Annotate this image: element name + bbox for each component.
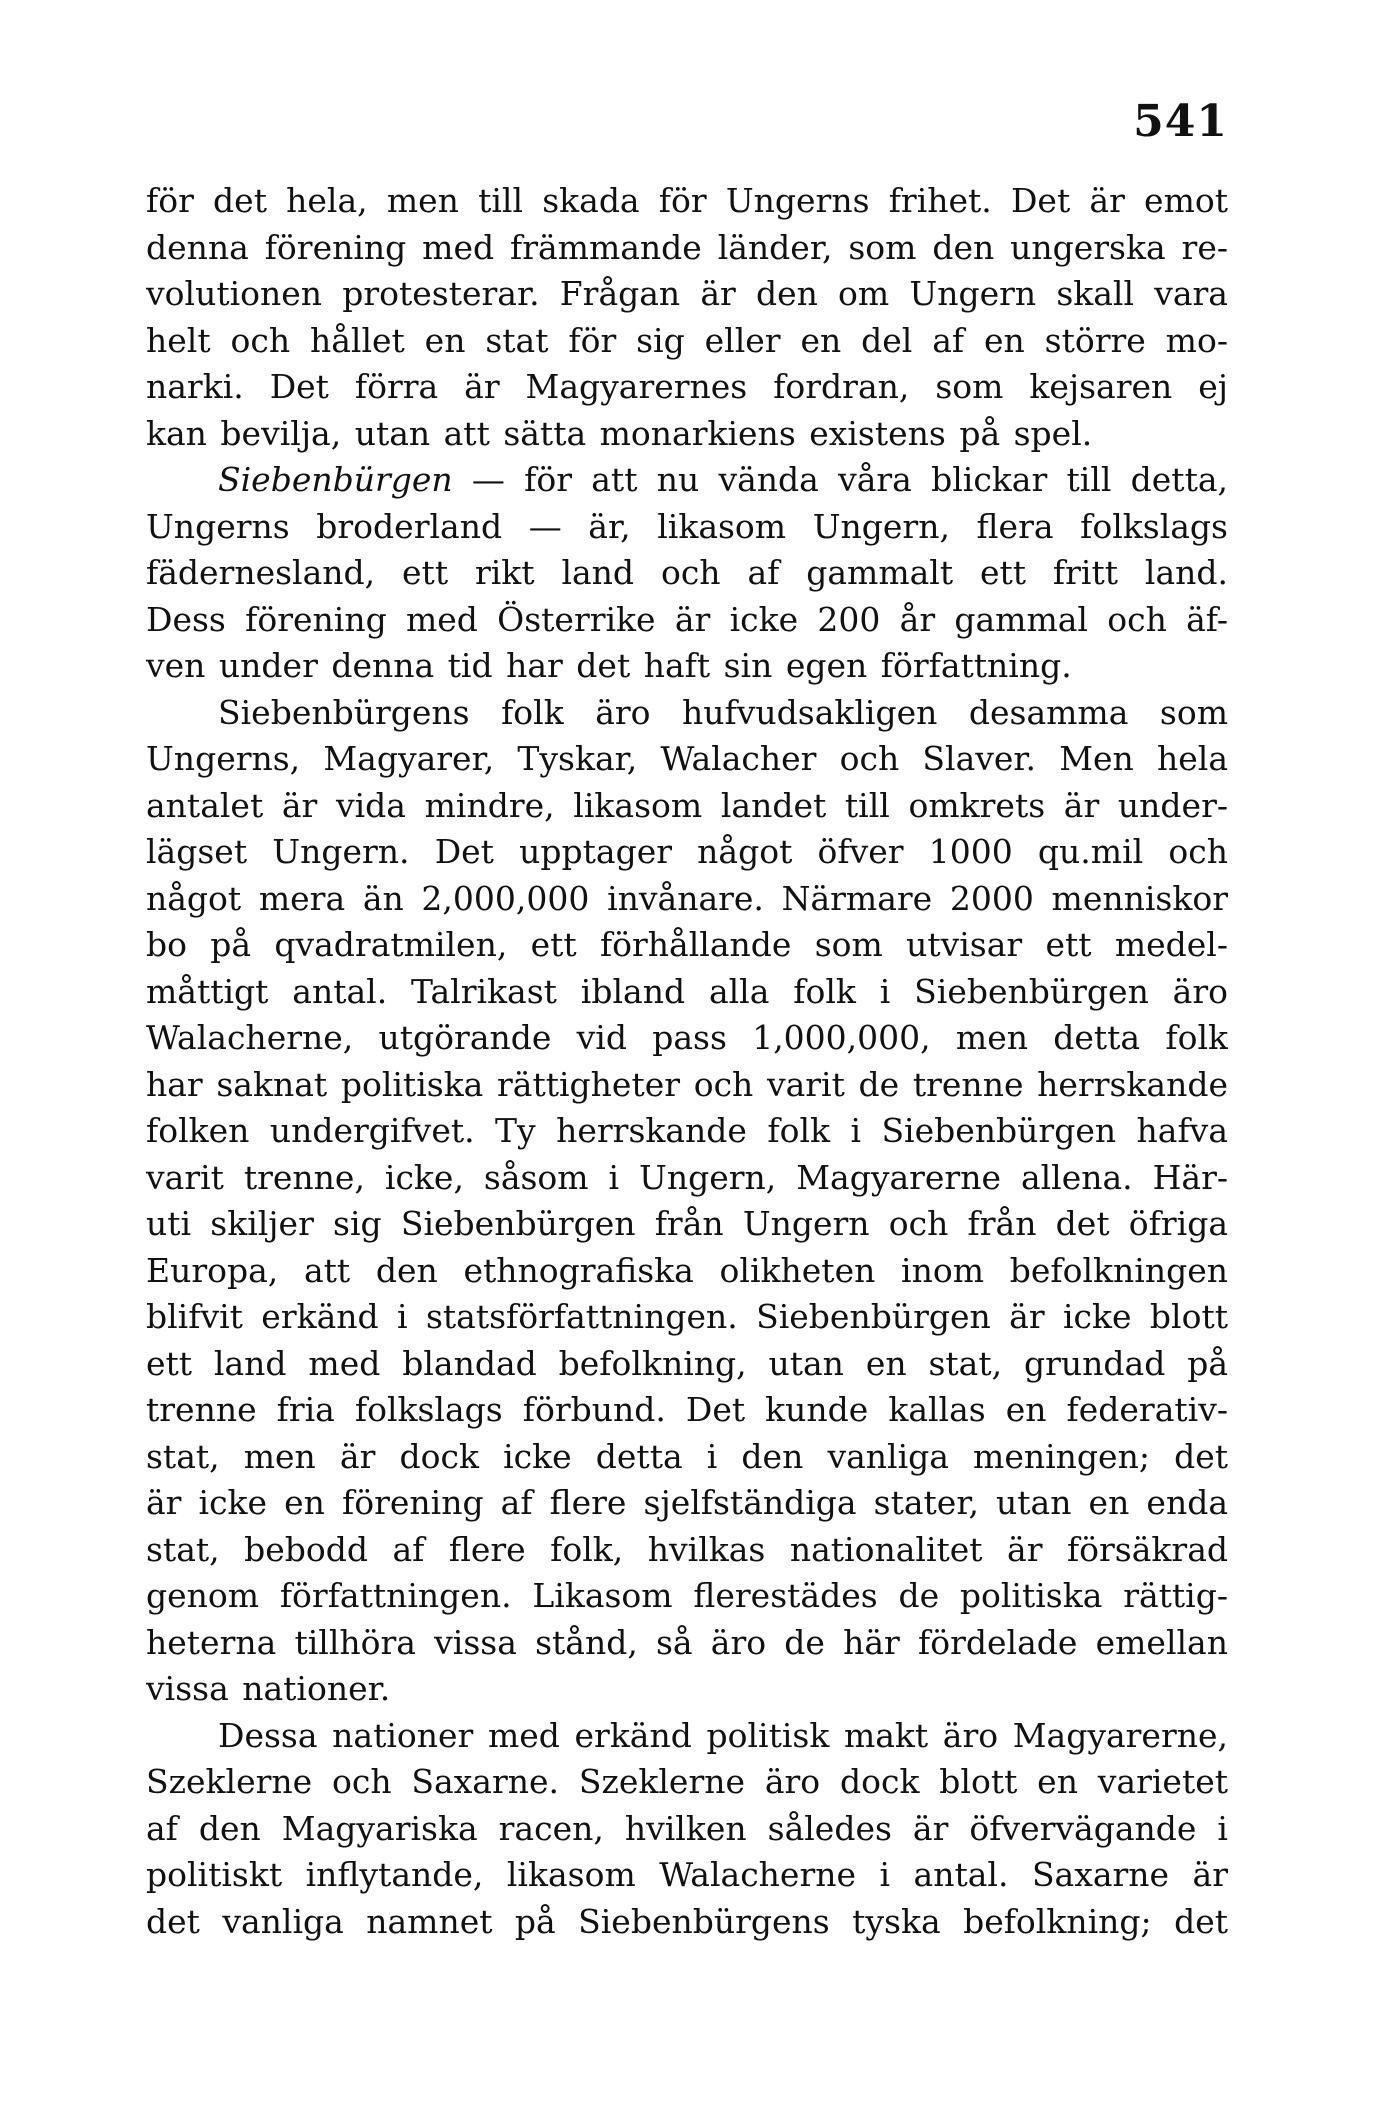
text-line: antalet är vida mindre, likasom landet till omkrets är under-: [146, 785, 1228, 825]
text-line: Dess förening med Österrike är icke 200 år gammal och äf-: [146, 599, 1228, 639]
text-line: Walacherne, utgörande vid pass 1,000,000, men detta folk: [146, 1018, 1228, 1057]
text-line: bo på qvadratmilen, ett förhållande som utvisar ett medel-: [146, 925, 1228, 964]
page-number: 541: [1133, 96, 1228, 147]
text-line: ett land med blandad befolkning, utan en stat, grundad på: [146, 1343, 1228, 1383]
text-line: kan bevilja, utan att sätta monarkiens existens på spel.: [146, 413, 1093, 453]
text-line: heterna tillhöra vissa stånd, så äro de här fördelade emellan: [146, 1622, 1228, 1662]
text-line: denna förening med främmande länder, som den ungerska re-: [146, 227, 1228, 267]
text-line: trenne fria folkslags förbund. Det kunde kallas en federativ-: [146, 1390, 1228, 1429]
text-line: fädernesland, ett rikt land och af gammalt ett fritt land.: [146, 553, 1228, 592]
text-line: stat, men är dock icke detta i den vanliga meningen; det: [146, 1436, 1228, 1476]
text-line: genom författningen. Likasom flerestädes de politiska rättig-: [146, 1576, 1228, 1615]
text-line: Ungerns, Magyarer, Tyskar, Walacher och Slaver. Men hela: [146, 739, 1228, 778]
text-line-rest: — för att nu vända våra blickar till detta,: [452, 460, 1228, 499]
text-line: uti skiljer sig Siebenbürgen från Ungern och från det öfriga: [146, 1204, 1228, 1243]
text-line: vissa nationer.: [146, 1669, 391, 1708]
text-line: måttigt antal. Talrikast ibland alla folk i Siebenbürgen äro: [146, 971, 1228, 1011]
text-line: volutionen protesterar. Frågan är den om Ungern skall vara: [146, 274, 1228, 313]
text-line: [146, 457, 1228, 504]
text-line: helt och hållet en stat för sig eller en del af en större mo-: [146, 320, 1228, 360]
text-line: är icke en förening af flere sjelfständiga stater, utan en enda: [146, 1483, 1228, 1522]
text-line: varit trenne, icke, såsom i Ungern, Magyarerne allena. Här-: [146, 1157, 1228, 1197]
text-line: Siebenbürgens folk äro hufvudsakligen desamma som: [218, 692, 1228, 732]
text-line: politiskt inflytande, likasom Walacherne i antal. Saxarne är: [146, 1855, 1228, 1894]
text-line: af den Magyariska racen, hvilken således är öfvervägande i: [146, 1808, 1228, 1848]
text-line: Dessa nationer med erkänd politisk makt äro Magyarerne,: [218, 1715, 1228, 1755]
text-line: narki. Det förra är Magyarernes fordran, som kejsaren ej: [146, 367, 1228, 406]
text-line: blifvit erkänd i statsförfattningen. Siebenbürgen är icke blott: [146, 1297, 1228, 1336]
text-line: för det hela, men till skada för Ungerns frihet. Det är emot: [146, 181, 1228, 220]
italic-place-name: Siebenbürgen: [218, 460, 453, 499]
text-line: Europa, att den ethnografiska olikheten inom befolkningen: [146, 1250, 1228, 1290]
text-line: Ungerns broderland — är, likasom Ungern, flera folkslags: [146, 506, 1228, 546]
text-line: lägset Ungern. Det upptager något öfver 1000 qu.mil och: [146, 832, 1228, 871]
text-line: något mera än 2,000,000 invånare. Närmare 2000 menniskor: [146, 878, 1228, 918]
text-line: det vanliga namnet på Siebenbürgens tyska befolkning; det: [146, 1901, 1228, 1941]
text-line: ven under denna tid har det haft sin egen författning.: [146, 646, 1072, 685]
text-line: Szeklerne och Saxarne. Szeklerne äro dock blott en varietet: [146, 1762, 1228, 1801]
text-line: har saknat politiska rättigheter och varit de trenne herrskande: [146, 1064, 1228, 1104]
text-line: stat, bebodd af flere folk, hvilkas nationalitet är försäkrad: [146, 1529, 1228, 1569]
text-line: folken undergifvet. Ty herrskande folk i Siebenbürgen hafva: [146, 1111, 1228, 1150]
body-text: [146, 178, 1228, 1945]
